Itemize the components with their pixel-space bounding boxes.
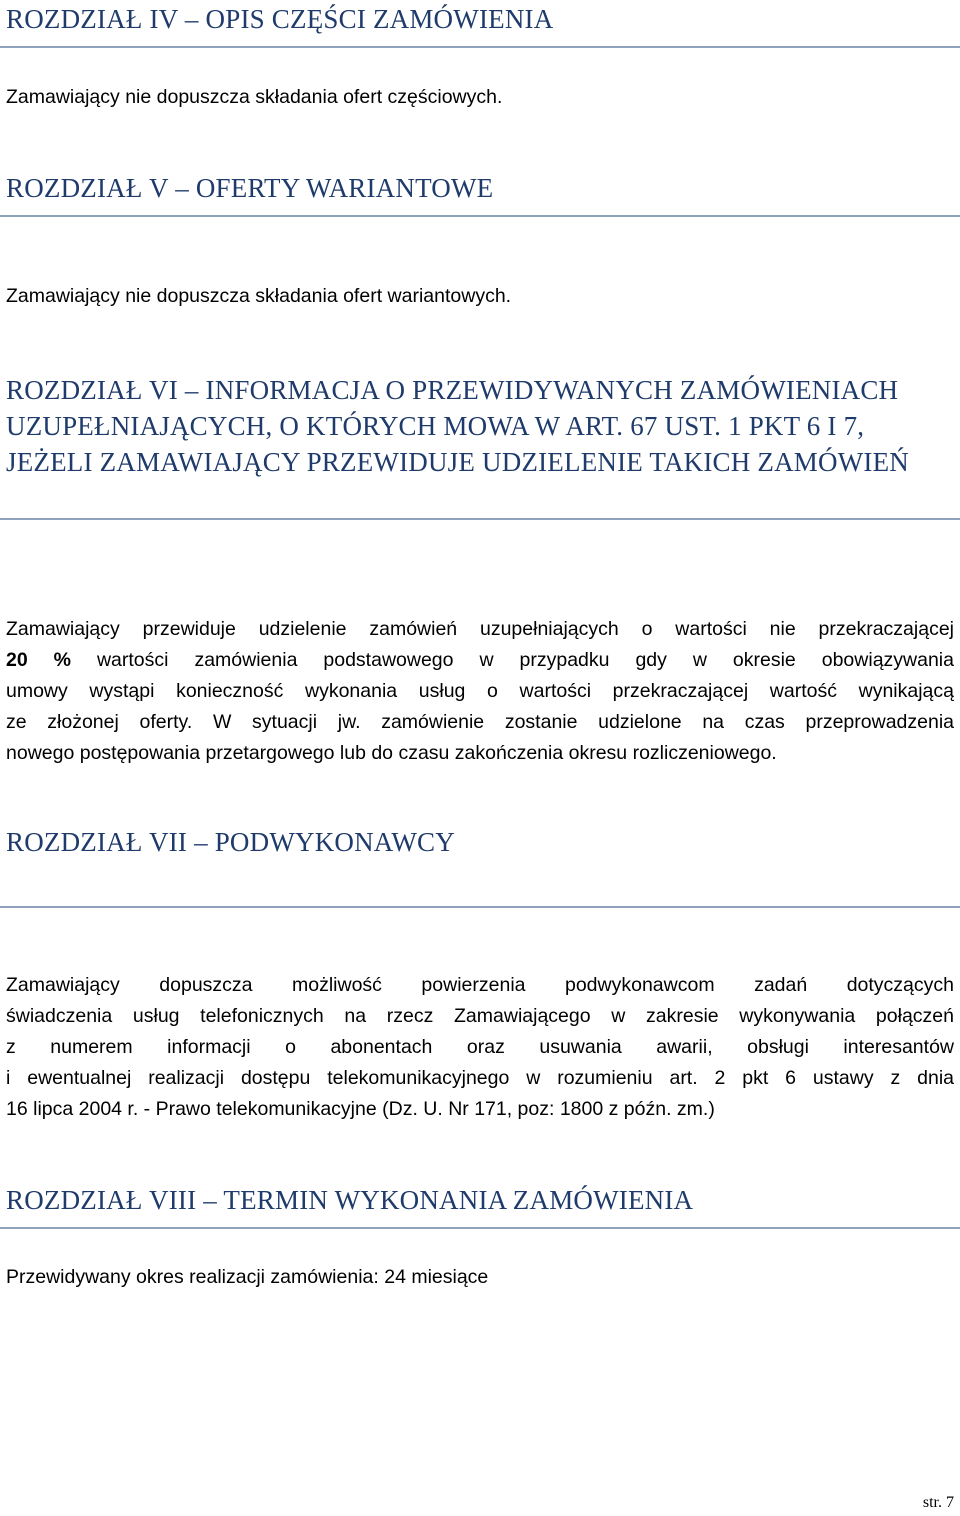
section-7-divider (0, 906, 960, 908)
section-6-heading-line-3: JEŻELI ZAMAWIAJĄCY PRZEWIDUJE UDZIELENIE TAKICH ZAMÓWIEŃ (6, 447, 909, 477)
section-5-body: Zamawiający nie dopuszcza składania ofert wariantowych. (6, 285, 512, 307)
section-6-body-line-4: ze złożonej oferty. W sytuacji jw. zamówienie zostanie udzielone na czas przeprowadzenia (6, 711, 954, 733)
section-6-heading-line-1: ROZDZIAŁ VI – INFORMACJA O PRZEWIDYWANYCH ZAMÓWIENIACH (6, 375, 899, 405)
section-4-body: Zamawiający nie dopuszcza składania ofert częściowych. (6, 86, 503, 108)
section-7-body (6, 970, 954, 1125)
section-6-percentage: 20 % (6, 649, 71, 671)
section-6-body-line-5: nowego postępowania przetargowego lub do czasu zakończenia okresu rozliczeniowego. (6, 742, 777, 764)
section-6-body-line-2 (6, 645, 954, 676)
section-6-heading (6, 372, 909, 480)
section-6-heading-line-2: UZUPEŁNIAJĄCYCH, O KTÓRYCH MOWA W ART. 67 UST. 1 PKT 6 I 7, (6, 411, 865, 441)
section-7-body-line-5: 16 lipca 2004 r. - Prawo telekomunikacyjne (Dz. U. Nr 171, poz: 1800 z późn. zm.) (6, 1098, 715, 1120)
section-6-body-line-1: Zamawiający przewiduje udzielenie zamówień uzupełniających o wartości nie przekraczającej (6, 618, 954, 640)
section-5-heading: ROZDZIAŁ V – OFERTY WARIANTOWE (6, 173, 494, 203)
section-6-divider (0, 518, 960, 520)
section-6-body-line-3: umowy wystąpi konieczność wykonania usług o wartości przekraczającej wartość wynikającą (6, 680, 954, 702)
section-6-body-line-2-rest: wartości zamówienia podstawowego w przypadku gdy w okresie obowiązywania (71, 649, 954, 671)
section-7-body-line-1: Zamawiający dopuszcza możliwość powierzenia podwykonawcom zadań dotyczących (6, 974, 954, 996)
section-8-divider (0, 1227, 960, 1229)
section-4-divider (0, 46, 960, 48)
section-4-heading: ROZDZIAŁ IV – OPIS CZĘŚCI ZAMÓWIENIA (6, 4, 554, 34)
section-7-heading: ROZDZIAŁ VII – PODWYKONAWCY (6, 827, 455, 857)
section-8-heading: ROZDZIAŁ VIII – TERMIN WYKONANIA ZAMÓWIENIA (6, 1185, 694, 1215)
section-7-body-line-2: świadczenia usług telefonicznych na rzecz Zamawiającego w zakresie wykonywania połączeń (6, 1005, 954, 1027)
page-number: str. 7 (922, 1494, 954, 1511)
section-8-body: Przewidywany okres realizacji zamówienia: 24 miesiące (6, 1266, 489, 1288)
section-7-body-line-3: z numerem informacji o abonentach oraz usuwania awarii, obsługi interesantów (6, 1036, 954, 1058)
section-5-divider (0, 215, 960, 217)
section-7-body-line-4: i ewentualnej realizacji dostępu telekomunikacyjnego w rozumieniu art. 2 pkt 6 ustawy z dnia (6, 1067, 954, 1089)
section-6-body (6, 614, 954, 769)
